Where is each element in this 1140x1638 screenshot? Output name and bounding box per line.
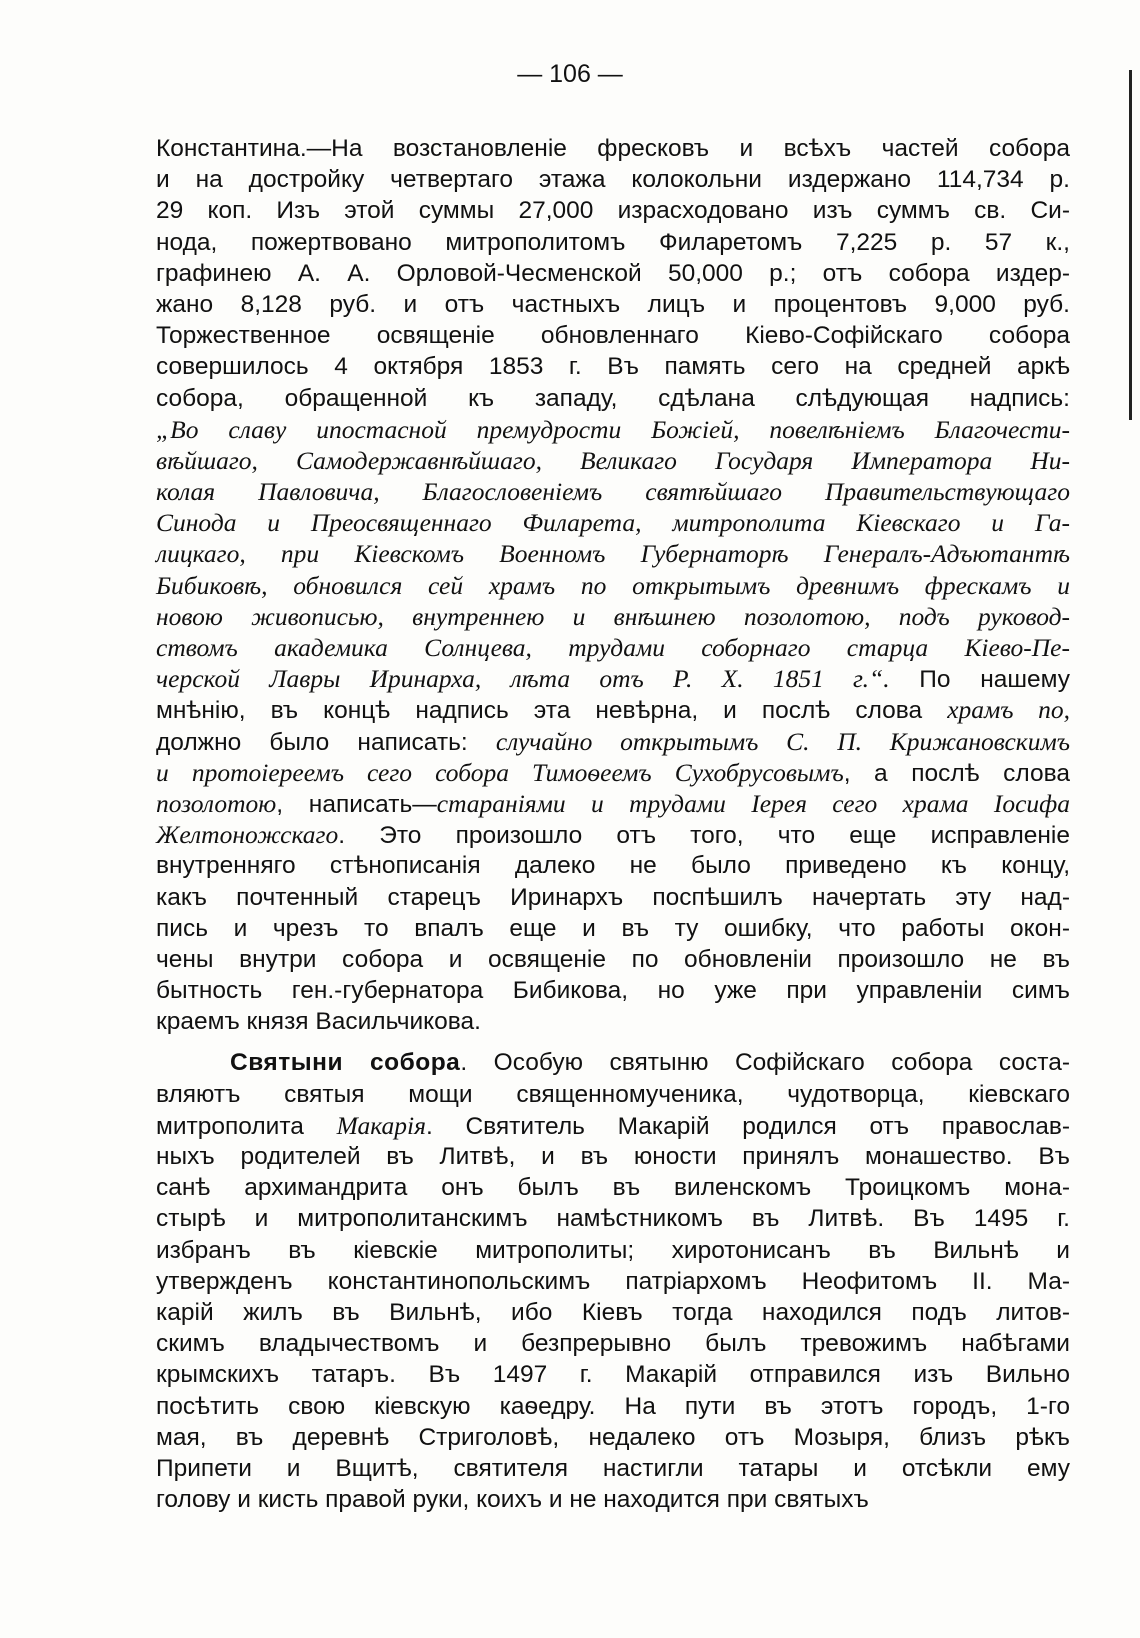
- paragraph1-line: [156, 538, 1070, 569]
- paragraph2-line: [156, 1079, 1070, 1110]
- text-segment: 29 коп. Изъ этой суммы 27,000 израсходовано изъ суммъ св. Си-: [156, 197, 1070, 225]
- italic-text: и протоіереемъ сего собора Тимоѳеемъ Сухобрусовымъ: [156, 757, 844, 787]
- paragraph1-line: [156, 726, 1070, 757]
- text-segment: избранъ въ кіевскіе митрополиты; хиротонисанъ въ Вильнѣ и: [156, 1236, 1070, 1264]
- paragraph1-line: [156, 258, 1070, 289]
- paragraph1-line: [156, 663, 1070, 694]
- text-segment: нода, пожертвовано митрополитомъ Филаретомъ 7,225 р. 57 к.,: [156, 228, 1070, 256]
- text-segment: По нашему: [889, 666, 1070, 694]
- text-segment: митрополита: [156, 1112, 337, 1140]
- section-heading: Святыни собора: [230, 1049, 461, 1077]
- paragraph1-line: [156, 601, 1070, 632]
- text-segment: , а послѣ слова: [843, 759, 1070, 787]
- page-edge-line: [1129, 70, 1132, 420]
- text-segment: какъ почтенный старецъ Иринархъ поспѣшилъ начертать эту над-: [156, 883, 1070, 911]
- text-segment: бытность ген.-губернатора Бибикова, но уже при управленіи симъ: [156, 977, 1070, 1005]
- paragraph1-line: [156, 414, 1070, 445]
- text-segment: санѣ архимандрита онъ былъ въ виленскомъ Троицкомъ мона-: [156, 1174, 1070, 1202]
- paragraph1-line: [156, 632, 1070, 663]
- italic-text: позолотою: [156, 788, 277, 818]
- paragraph1-line: [156, 882, 1070, 913]
- italic-text: ствомъ академика Солнцева, трудами соборнаго старца Кіево-Пе-: [156, 633, 1070, 662]
- paragraph2-line: [156, 1266, 1070, 1297]
- paragraph1-line: [156, 445, 1070, 476]
- paragraph2-line: [156, 1172, 1070, 1203]
- paragraph1-line: [156, 975, 1070, 1006]
- paragraph2-line: [156, 1453, 1070, 1484]
- text-segment: , написать—: [276, 790, 437, 818]
- paragraph1-line: [156, 320, 1070, 351]
- paragraph1-line: [156, 476, 1070, 507]
- italic-text: черской Лавры Иринарха, лѣта отъ Р. Х. 1851 г.“.: [156, 664, 890, 694]
- italic-text: „Во славу ипостасной премудрости Божіей, повелѣніемъ Благочести-: [156, 414, 1070, 444]
- italic-text: Бибиковѣ, обновился сей храмъ по открытымъ древнимъ фрескамъ и: [156, 570, 1070, 600]
- text-segment: . Это произошло отъ того, что еще исправленіе: [338, 822, 1070, 850]
- paragraph1-line: [156, 819, 1070, 850]
- paragraph1-line: [156, 351, 1070, 382]
- text-segment: должно было написать:: [156, 728, 496, 756]
- italic-text: колая Павловича, Благословеніемъ святѣйшаго Правительствующаго: [156, 477, 1070, 507]
- text-segment: крымскихъ татаръ. Въ 1497 г. Макарій отправился изъ Вильно: [156, 1361, 1070, 1389]
- text-segment: Торжественное освященіе обновленнаго Кіево-Софійскаго собора: [156, 322, 1070, 350]
- paragraph1-line: [156, 289, 1070, 320]
- paragraph2-line: [156, 1110, 1070, 1141]
- page-body-text: [156, 133, 1070, 1515]
- paragraph2-line: [156, 1391, 1070, 1422]
- paragraph1-line: [156, 383, 1070, 414]
- paragraph1-line: [156, 944, 1070, 975]
- italic-text: храмъ по,: [947, 695, 1070, 725]
- text-segment: жано 8,128 руб. и отъ частныхъ лицъ и процентовъ 9,000 руб.: [156, 290, 1070, 318]
- paragraph1-line: [156, 570, 1070, 601]
- text-segment: . Святитель Макарій родился отъ православ-: [425, 1112, 1070, 1140]
- paragraph1-line: [156, 507, 1070, 538]
- paragraph1-line: [156, 850, 1070, 881]
- paragraph1-line: [156, 195, 1070, 226]
- paragraph1-line: [156, 694, 1070, 725]
- paragraph2-line: [156, 1422, 1070, 1453]
- italic-text: случайно открытымъ С. П. Крижановскимъ: [495, 726, 1070, 756]
- paragraph1-line: [156, 757, 1070, 788]
- paragraph2-line: [156, 1484, 1070, 1515]
- italic-text: Макарія: [336, 1110, 426, 1140]
- italic-text: новою живописью, внутреннею и внѣшнею позолотою, подъ руковод-: [156, 601, 1070, 631]
- text-segment: внутренняго стѣнописанія далеко не было приведено къ концу,: [156, 852, 1070, 880]
- text-segment: собора, обращенной къ западу, сдѣлана слѣдующая надпись:: [156, 384, 1070, 412]
- paragraph2-line: [156, 1141, 1070, 1172]
- text-segment: совершилось 4 октября 1853 г. Въ память сего на средней аркѣ: [156, 353, 1070, 381]
- paragraph2-line: [156, 1203, 1070, 1234]
- text-segment: ныхъ родителей въ Литвѣ, и въ юности принялъ монашество. Въ: [156, 1143, 1070, 1170]
- text-segment: . Особую святыню Софійскаго собора соста-: [460, 1049, 1070, 1077]
- paragraph1-line: [156, 227, 1070, 258]
- text-segment: и на достройку четвертаго этажа колокольни издержано 114,734 р.: [156, 166, 1070, 194]
- paragraph2-line: [156, 1328, 1070, 1359]
- text-segment: Константина.—На возстановленіе фресковъ и всѣхъ частей собора: [156, 135, 1070, 162]
- text-segment: посѣтить свою кіевскую каѳедру. На пути въ этотъ городъ, 1-го: [156, 1392, 1070, 1420]
- text-segment: утвержденъ константинопольскимъ патріархомъ Неофитомъ II. Ма-: [156, 1267, 1070, 1295]
- italic-text: вѣйшаго, Самодержавнѣйшаго, Великаго Государя Императора Ни-: [156, 445, 1070, 475]
- text-segment: мнѣнію, въ концѣ надпись эта невѣрна, и послѣ слова: [156, 697, 948, 725]
- text-segment: пись и чрезъ то впалъ еще и въ ту ошибку, что работы окон-: [156, 914, 1070, 942]
- text-segment: мая, въ деревнѣ Стриголовѣ, недалеко отъ Мозыря, близъ рѣкъ: [156, 1423, 1070, 1451]
- paragraph2-line: [156, 1235, 1070, 1266]
- text-segment: голову и кисть правой руки, коихъ и не находится при святыхъ: [156, 1486, 869, 1514]
- paragraph1-line: [156, 1006, 1070, 1037]
- text-segment: чены внутри собора и освященіе по обновленіи произошло не въ: [156, 945, 1070, 973]
- text-segment: стырѣ и митрополитанскимъ намѣстникомъ въ Литвѣ. Въ 1495 г.: [156, 1205, 1070, 1233]
- italic-text: лицкаго, при Кіевскомъ Военномъ Губернаторѣ Генералъ-Адъютантѣ: [156, 539, 1070, 569]
- italic-text: Синода и Преосвященнаго Филарета, митрополита Кіевскаго и Га-: [156, 508, 1070, 538]
- text-segment: вляютъ святыя мощи священномученика, чудотворца, кіевскаго: [156, 1080, 1070, 1108]
- paragraph1-line: [156, 913, 1070, 944]
- paragraph2-line: [156, 1047, 1070, 1078]
- paragraph2-line: [156, 1297, 1070, 1328]
- text-segment: графинею А. А. Орловой-Чесменской 50,000 р.; отъ собора издер-: [156, 259, 1070, 287]
- italic-text: Желтоножскаго: [156, 820, 339, 850]
- text-segment: краемъ князя Васильчикова.: [156, 1008, 481, 1036]
- text-segment: Припети и Вщитѣ, святителя настигли татары и отсѣкли ему: [156, 1454, 1070, 1482]
- paragraph1-line: [156, 788, 1070, 819]
- paragraph1-line: [156, 164, 1070, 195]
- text-segment: карій жилъ въ Вильнѣ, ибо Кіевъ тогда находился подъ литов-: [156, 1298, 1070, 1326]
- page-number: — 106 —: [517, 60, 623, 88]
- paragraph2-line: [156, 1359, 1070, 1390]
- paragraph1-line: [156, 133, 1070, 164]
- italic-text: стараніями и трудами Іерея сего храма Іосифа: [436, 788, 1071, 818]
- text-segment: скимъ владычествомъ и безпрерывно былъ тревожимъ набѣгами: [156, 1330, 1070, 1358]
